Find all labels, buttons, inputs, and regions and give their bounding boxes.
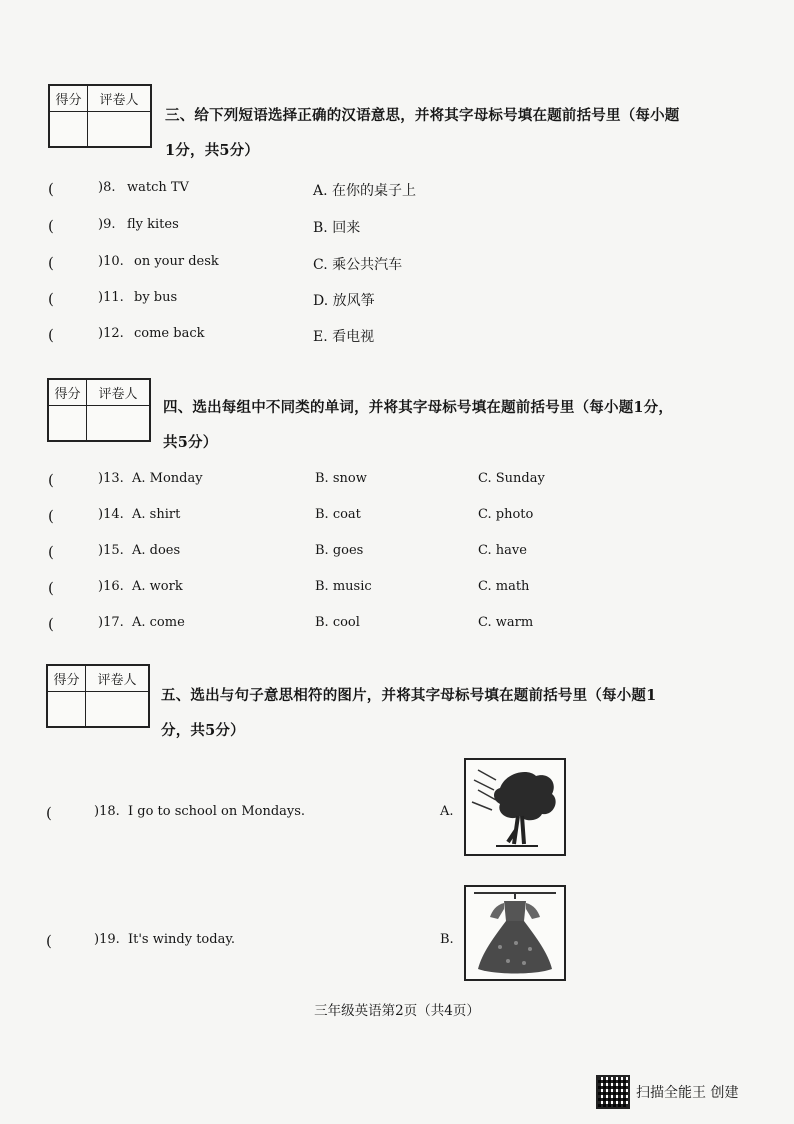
- question-8: [0, 180, 794, 200]
- option-a: A. shirt: [132, 507, 181, 522]
- question-18: [0, 804, 794, 824]
- question-number: )12.: [98, 326, 124, 341]
- grader-cell[interactable]: [88, 112, 150, 146]
- section-5-title-line2: 分，共5分）: [161, 722, 245, 739]
- answer-paren[interactable]: (: [48, 254, 54, 272]
- score-label: 得分: [49, 380, 87, 406]
- question-number: )18.: [94, 804, 120, 819]
- question-16: [0, 579, 794, 599]
- option-c: C. have: [478, 543, 527, 558]
- question-text: on your desk: [134, 254, 219, 269]
- question-number: )16.: [98, 579, 124, 594]
- score-label: 得分: [50, 86, 88, 112]
- option-c: C. Sunday: [478, 471, 545, 486]
- question-text: watch TV: [127, 180, 189, 195]
- option-b: B. music: [315, 579, 372, 594]
- option-a: A. Monday: [132, 471, 203, 486]
- page-footer: 三年级英语第2页（共4页）: [314, 1003, 480, 1019]
- option-b: B. goes: [315, 543, 364, 558]
- score-cell[interactable]: [48, 692, 86, 726]
- score-label: 得分: [48, 666, 86, 692]
- grader-cell[interactable]: [87, 406, 149, 440]
- section-5-title: [161, 678, 721, 748]
- option-c: C. photo: [478, 507, 534, 522]
- watermark-text: 扫描全能王 创建: [636, 1085, 739, 1101]
- option-a: A. work: [132, 579, 183, 594]
- question-text: fly kites: [127, 217, 179, 232]
- option-c: C. warm: [478, 615, 534, 630]
- section-3-title: [165, 98, 705, 168]
- option-text: C. 乘公共汽车: [313, 257, 403, 273]
- question-14: [0, 507, 794, 527]
- question-13: [0, 471, 794, 491]
- answer-paren[interactable]: (: [48, 217, 54, 235]
- picture-label-b: B.: [440, 932, 454, 947]
- option-a: A. come: [132, 615, 185, 630]
- option-text: B. 回来: [313, 220, 361, 236]
- question-number: )11.: [98, 290, 124, 305]
- scanner-watermark: [596, 1075, 738, 1109]
- section-4-title-line1: 四、选出每组中不同类的单词，并将其字母标号填在题前括号里（每小题1分，: [163, 399, 674, 416]
- score-box-section-4: [47, 378, 151, 442]
- question-number: )9.: [98, 217, 116, 232]
- option-text: E. 看电视: [313, 329, 375, 345]
- question-19: [0, 932, 794, 952]
- question-number: )17.: [98, 615, 124, 630]
- answer-paren[interactable]: (: [48, 579, 54, 597]
- question-number: )8.: [98, 180, 116, 195]
- score-cell[interactable]: [50, 112, 88, 146]
- section-4-title-line2: 共5分）: [163, 434, 218, 451]
- question-12: [0, 326, 794, 346]
- answer-paren[interactable]: (: [48, 507, 54, 525]
- question-10: [0, 254, 794, 274]
- grader-cell[interactable]: [86, 692, 148, 726]
- answer-paren[interactable]: (: [48, 180, 54, 198]
- option-b: B. cool: [315, 615, 360, 630]
- option-c: C. math: [478, 579, 530, 594]
- question-9: [0, 217, 794, 237]
- question-number: )14.: [98, 507, 124, 522]
- option-text: A. 在你的桌子上: [313, 183, 417, 199]
- question-number: )10.: [98, 254, 124, 269]
- question-number: )19.: [94, 932, 120, 947]
- answer-paren[interactable]: (: [48, 326, 54, 344]
- answer-paren[interactable]: (: [46, 804, 52, 822]
- section-4-title: [163, 390, 723, 460]
- score-cell[interactable]: [49, 406, 87, 440]
- dress-icon: [464, 885, 566, 981]
- grader-label: 评卷人: [88, 86, 150, 112]
- question-number: )13.: [98, 471, 124, 486]
- question-text: I go to school on Mondays.: [128, 804, 306, 819]
- section-5-title-line1: 五、选出与句子意思相符的图片，并将其字母标号填在题前括号里（每小题1: [161, 687, 657, 704]
- question-number: )15.: [98, 543, 124, 558]
- option-b: B. coat: [315, 507, 361, 522]
- grader-label: 评卷人: [87, 380, 149, 406]
- option-text: D. 放风筝: [313, 293, 375, 309]
- section-3-title-line1: 三、给下列短语选择正确的汉语意思，并将其字母标号填在题前括号里（每小题: [165, 107, 680, 124]
- answer-paren[interactable]: (: [46, 932, 52, 950]
- answer-paren[interactable]: (: [48, 543, 54, 561]
- picture-label-a: A.: [440, 804, 454, 819]
- question-text: by bus: [134, 290, 178, 305]
- answer-paren[interactable]: (: [48, 471, 54, 489]
- answer-paren[interactable]: (: [48, 290, 54, 308]
- question-text: come back: [134, 326, 205, 341]
- windy-tree-icon: [464, 758, 566, 856]
- qr-code-icon: [596, 1075, 630, 1109]
- question-17: [0, 615, 794, 635]
- question-11: [0, 290, 794, 310]
- answer-paren[interactable]: (: [48, 615, 54, 633]
- question-15: [0, 543, 794, 563]
- option-a: A. does: [132, 543, 181, 558]
- score-box-section-3: [48, 84, 152, 148]
- section-3-title-line2: 1分，共5分）: [165, 142, 260, 159]
- score-box-section-5: [46, 664, 150, 728]
- question-text: It's windy today.: [128, 932, 236, 947]
- option-b: B. snow: [315, 471, 367, 486]
- grader-label: 评卷人: [86, 666, 148, 692]
